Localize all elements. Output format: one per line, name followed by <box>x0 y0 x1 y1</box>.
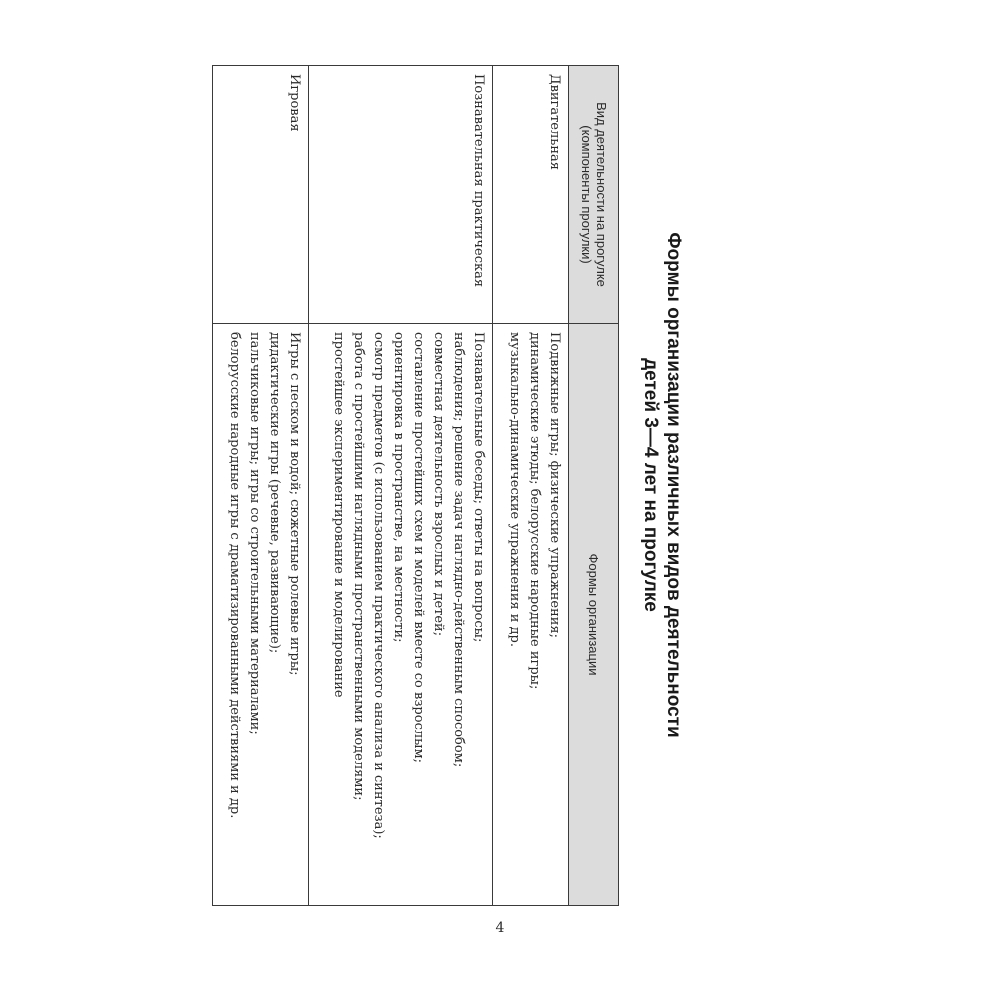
forms-line: осмотр предметов (с использованием практического анализа и синтеза); <box>371 332 386 839</box>
title-line-2: детей 3—4 лет на прогулке <box>640 358 661 612</box>
activity-forms-table <box>212 65 619 906</box>
forms-line: составление простейших схем и моделей вместе со взрослым; <box>411 332 426 763</box>
forms-line: наблюдения; решение задач наглядно-действенным способом; <box>451 332 466 768</box>
page-number: 4 <box>495 920 505 936</box>
header-forms: Формы организации <box>569 324 619 906</box>
table-row <box>213 66 309 906</box>
table-row <box>493 66 569 906</box>
forms-line: музыкально-динамические упражнения и др. <box>507 332 522 647</box>
row-forms <box>309 324 493 906</box>
forms-line: Подвижные игры; физические упражнения; <box>547 332 562 638</box>
forms-line: дидактические игры (речевые, развивающие); <box>267 332 282 654</box>
header-activity-kind <box>569 66 619 324</box>
table-header-row <box>569 66 619 906</box>
forms-line: простейшее экспериментирование и моделирование <box>331 332 346 698</box>
forms-line: ориентировка в пространстве, на местности; <box>391 332 406 643</box>
row-activity-kind: Познавательная практическая <box>309 66 493 324</box>
rotated-content <box>215 65 685 905</box>
forms-line: Познавательные беседы; ответы на вопросы; <box>471 332 486 643</box>
forms-line: динамические этюды; белорусские народные игры; <box>527 332 542 690</box>
row-forms <box>493 324 569 906</box>
row-activity-kind: Двигательная <box>493 66 569 324</box>
page-title <box>625 65 685 905</box>
row-forms <box>213 324 309 906</box>
forms-line: белорусские народные игры с драматизированными действиями и др. <box>227 332 242 819</box>
forms-line: работа с простейшими наглядными пространственными моделями; <box>351 332 366 801</box>
table-row <box>309 66 493 906</box>
header-activity-kind-line-2: (компоненты прогулки) <box>579 125 594 264</box>
forms-line: Игры с песком и водой; сюжетные ролевые игры; <box>287 332 302 676</box>
header-activity-kind-line-1: Вид деятельности на прогулке <box>594 102 609 287</box>
forms-line: пальчиковые игры; игры со строительными материалами; <box>247 332 262 735</box>
content-frame <box>215 65 685 905</box>
row-activity-kind: Игровая <box>213 66 309 324</box>
title-line-1: Формы организации различных видов деятельности <box>663 232 684 738</box>
forms-line: совместная деятельность взрослых и детей; <box>431 332 446 637</box>
